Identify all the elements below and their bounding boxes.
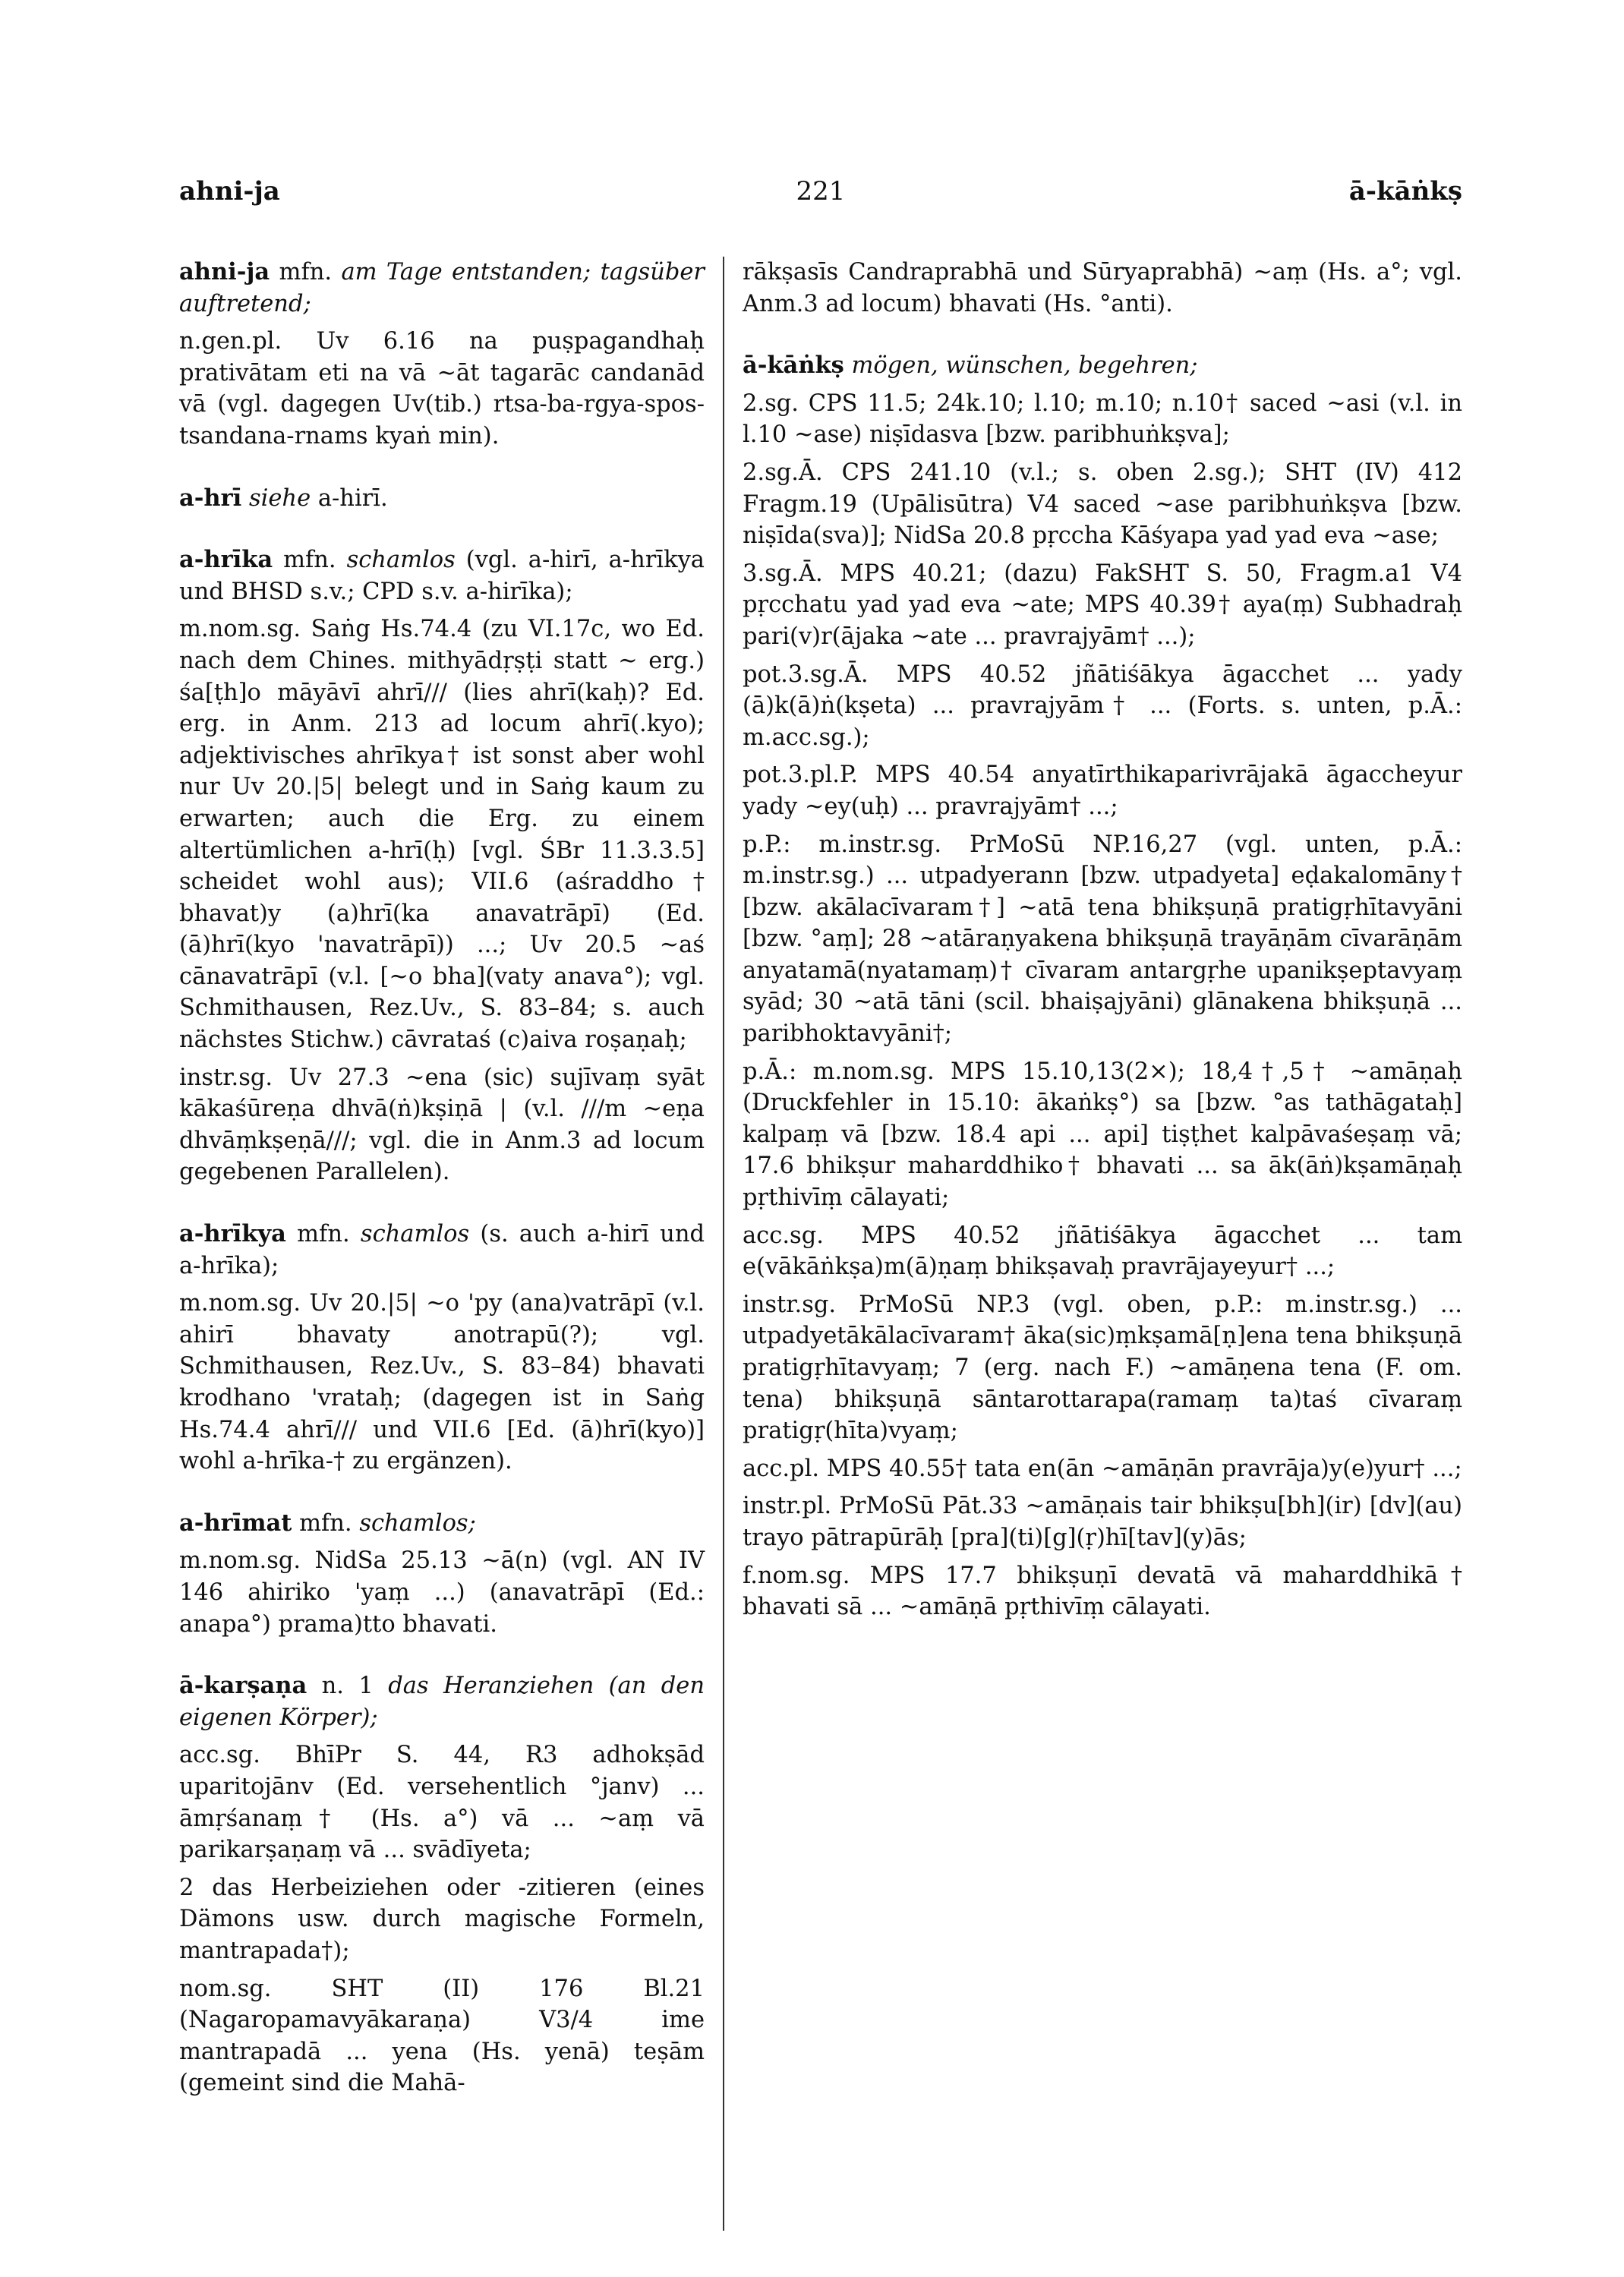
- form-ppart-instr: p.P.: m.instr.sg. PrMoSū NP.16,27 (vgl. unten, p.Ā.: m.instr.sg.) ... utpadyerann [bzw. utpadyeta] eḍakalomāny† [bzw. akālacīvaram†] ~atā tena bhikṣuṇā pratigṛhītavyāni [bzw. °aṃ]; 28 ~atāraṇyakena bhikṣuṇā trayāṇām cīvarāṇām anyatamā(nyatamaṃ)† cīvaram antargṛhe upanikṣeptavyaṃ syād; 30 ~atā tāni (scil. bhaiṣajyāni) glānakena bhikṣuṇā ... paribhoktavyāni†;: [743, 831, 1462, 1048]
- left-column: [179, 257, 705, 2119]
- cross-reference: (vgl. a-hirī, a-hrīkya und BHSD s.v.; CPD s.v. a-hirīka);: [179, 547, 705, 605]
- citation: m.nom.sg. NidSa 25.13 ~ā(n) (vgl. AN IV 146 ahiriko 'yaṃ ...) (anavatrāpī (Ed.: anapa°) prama)tto bhavati.: [179, 1547, 705, 1638]
- headword: a-hrī: [179, 484, 242, 512]
- form-2sg: 2.sg. CPS 11.5; 24k.10; l.10; m.10; n.10† saced ~asi (v.l. in l.10 ~ase) niṣīdasva [bzw. paribhuṅkṣva];: [743, 389, 1462, 449]
- headword: a-hrīmat: [179, 1509, 292, 1537]
- entry-a-hri: [179, 483, 705, 515]
- headword: ā-karṣaṇa: [179, 1672, 307, 1700]
- header-right-headword: ā-kāṅkṣ: [1348, 176, 1462, 207]
- continued-citation: [743, 257, 1462, 320]
- grammar: mfn.: [292, 1509, 360, 1537]
- continuation-text: rākṣasīs Candraprabhā und Sūryaprabhā) ~aṃ (Hs. a°; vgl. Anm.3 ad locum) bhavati (Hs. °anti).: [743, 259, 1462, 317]
- headword: a-hrīkya: [179, 1220, 286, 1248]
- entry-a-hrika: [179, 544, 705, 1188]
- grammar: mfn.: [270, 259, 342, 285]
- grammar: [241, 485, 249, 512]
- gloss: schamlos: [346, 547, 456, 574]
- form-f-nom-sg: f.nom.sg. MPS 17.7 bhikṣuṇī devatā vā maharddhikā† bhavati sā ... ~amāṇā pṛthivīṃ cālayati.: [743, 1562, 1462, 1621]
- headword: a-hrīka: [179, 546, 273, 574]
- gloss: siehe: [248, 484, 311, 512]
- form-acc-sg: acc.sg. MPS 40.52 jñātiśākya āgacchet ... tam e(vākāṅkṣa)m(ā)ṇaṃ bhikṣavaḥ pravrājayeyur† ...;: [743, 1222, 1462, 1281]
- form-3sg-atm: 3.sg.Ā. MPS 40.21; (dazu) FakSHT S. 50, Fragm.a1 V4 pṛcchatu yad yad eva ~ate; MPS 40.39† aya(ṃ) Subhadraḥ pari(v)r(ājaka ~ate ... pravrajyām† ...);: [743, 560, 1462, 650]
- entry-a-karsana: [179, 1670, 705, 2099]
- citation: n.gen.pl. Uv 6.16 na puṣpagandhaḥ prativātam eti na vā ~āt tagarāc candanād vā (vgl. dagegen Uv(tib.) rtsa-ba-rgya-spos-tsandana-rnams kyaṅ min).: [179, 328, 705, 449]
- headword: ahni-ja: [179, 258, 270, 285]
- sense-2: 2 das Herbeiziehen oder -zitieren (eines Dämons usw. durch magische Formeln, mantrapada†);: [179, 1874, 705, 1964]
- citation: m.nom.sg. Saṅg Hs.74.4 (zu VI.17c, wo Ed. nach dem Chines. mithyādṛṣṭi statt ~ erg.) śa[ṭh]o māyāvī ahrī/// (lies ahrī(kaḥ)? Ed. erg. in Anm. 213 ad locum ahrī(.kyo); adjektivisches ahrīkya† ist sonst aber wohl nur Uv 20.|5| belegt und in Saṅg kaum zu erwarten; auch die Erg. zu einem altertümlichen a-hrī(ḥ) [vgl. ŚBr 11.3.3.5] scheidet wohl aus); VII.6 (aśraddho† bhavat)y (a)hrī(ka anavatrāpī) (Ed. (ā)hrī(kyo 'navatrāpī)) ...; Uv 20.5 ~aś cānavatrāpī (v.l. [~o bha](vaty anava°); vgl. Schmithausen, Rez.Uv., S. 83–84; s. auch nächstes Stichw.) cāvrataś (c)aiva roṣaṇaḥ;: [179, 616, 705, 1054]
- form-instr-sg: instr.sg. PrMoSū NP.3 (vgl. oben, p.P.: m.instr.sg.) ... utpadyetākālacīvaram† āka(sic)ṃkṣamā[ṇ]ena tena bhikṣuṇā pratigṛhītavyaṃ; 7 (erg. nach F.) ~amāṇena tena (F. om. tena) bhikṣuṇā sāntarottarapa(ramaṃ ta)taś cīvaraṃ pratigṛ(hīta)vyaṃ;: [743, 1291, 1462, 1445]
- form-2sg-atm: 2.sg.Ā. CPS 241.10 (v.l.; s. oben 2.sg.); SHT (IV) 412 Fragm.19 (Upālisūtra) V4 saced ~ase paribhuṅkṣva [bzw. niṣīda(sva)]; NidSa 20.8 pṛccha Kāśyapa yad yad eva ~ase;: [743, 459, 1462, 550]
- right-column: [743, 257, 1462, 1654]
- grammar: n. 1: [307, 1673, 389, 1700]
- form-acc-pl: acc.pl. MPS 40.55† tata en(ān ~amāṇān pravrāja)y(e)yur† ...;: [743, 1455, 1462, 1482]
- headword: ā-kāṅkṣ: [743, 352, 844, 380]
- cross-reference: (s. auch a-hirī und a-hrīka);: [179, 1221, 705, 1279]
- grammar: mfn.: [273, 547, 347, 574]
- citation: acc.sg. BhīPr S. 44, R3 adhokṣād uparitojānv (Ed. versehentlich °janv) ... āmṛśanaṃ† (Hs. a°) vā ... ~aṃ vā parikarṣaṇaṃ vā ... svādīyeta;: [179, 1742, 705, 1864]
- form-pot-3pl-par: pot.3.pl.P. MPS 40.54 anyatīrthikaparivrājakā āgaccheyur yady ~ey(uḥ) ... pravrajyām† ...;: [743, 762, 1462, 820]
- entry-a-kanks: [743, 350, 1462, 1623]
- gloss: mögen, wünschen, begehren;: [844, 352, 1198, 380]
- form-pot-3sg-atm: pot.3.sg.Ā. MPS 40.52 jñātiśākya āgacchet ... yady (ā)k(ā)ṅ(kṣeta) ... pravrajyām† ... (Forts. s. unten, p.Ā.: m.acc.sg.);: [743, 661, 1462, 751]
- citation: m.nom.sg. Uv 20.|5| ~o 'py (ana)vatrāpī (v.l. ahirī bhavaty anotrapū(?); vgl. Schmithausen, Rez.Uv., S. 83–84) bhavati krodhano 'vrataḥ; (dagegen ist in Saṅg Hs.74.4 ahrī/// und VII.6 [Ed. (ā)hrī(kyo)] wohl a-hrīka-† zu ergänzen).: [179, 1290, 705, 1475]
- citation: instr.sg. Uv 27.3 ~ena (sic) sujīvaṃ syāt kākaśūreṇa dhvā(ṅ)kṣiṇā | (v.l. ///m ~eṇa dhvāṃkṣeṇā///; vgl. die in Anm.3 ad locum gegebenen Parallelen).: [179, 1064, 705, 1186]
- gloss: schamlos;: [359, 1509, 476, 1537]
- grammar: mfn.: [285, 1221, 361, 1248]
- entry-a-hrikya: [179, 1219, 705, 1478]
- header-left-headword: ahni-ja: [179, 176, 280, 207]
- gloss: am Tage entstanden; tagsüber auftretend;: [179, 259, 705, 317]
- column-divider: [723, 257, 724, 2231]
- cross-reference: a-hirī.: [311, 484, 388, 512]
- gloss: schamlos: [360, 1221, 470, 1248]
- form-patm-nom: p.Ā.: m.nom.sg. MPS 15.10,13(2×); 18,4†,5† ~amāṇaḥ (Druckfehler in 15.10: ākaṅkṣ°) sa [bzw. °as tathāgataḥ] kalpaṃ vā [bzw. 18.4 api ... api] tiṣṭhet kalpāvaśeṣaṃ vā; 17.6 bhikṣur maharddhiko† bhavati ... sa āk(āṅ)kṣamāṇaḥ pṛthivīṃ cālayati;: [743, 1058, 1462, 1212]
- entry-a-hrimat: [179, 1508, 705, 1640]
- citation: nom.sg. SHT (II) 176 Bl.21 (Nagaropamavyākaraṇa) V3/4 ime mantrapadā ... yena (Hs. yenā) teṣām (gemeint sind die Mahā-: [179, 1975, 705, 2097]
- gloss: das Heranziehen (an den eigenen Körper);: [179, 1673, 705, 1731]
- entry-ahni-ja: [179, 257, 705, 453]
- page-number: 221: [796, 176, 846, 207]
- running-header: [179, 176, 1462, 214]
- form-instr-pl: instr.pl. PrMoSū Pāt.33 ~amāṇais tair bhikṣu[bh](ir) [dv](au) trayo pātrapūrāḥ [pra](ti)[g](ṛ)hī[tav](y)ās;: [743, 1493, 1462, 1551]
